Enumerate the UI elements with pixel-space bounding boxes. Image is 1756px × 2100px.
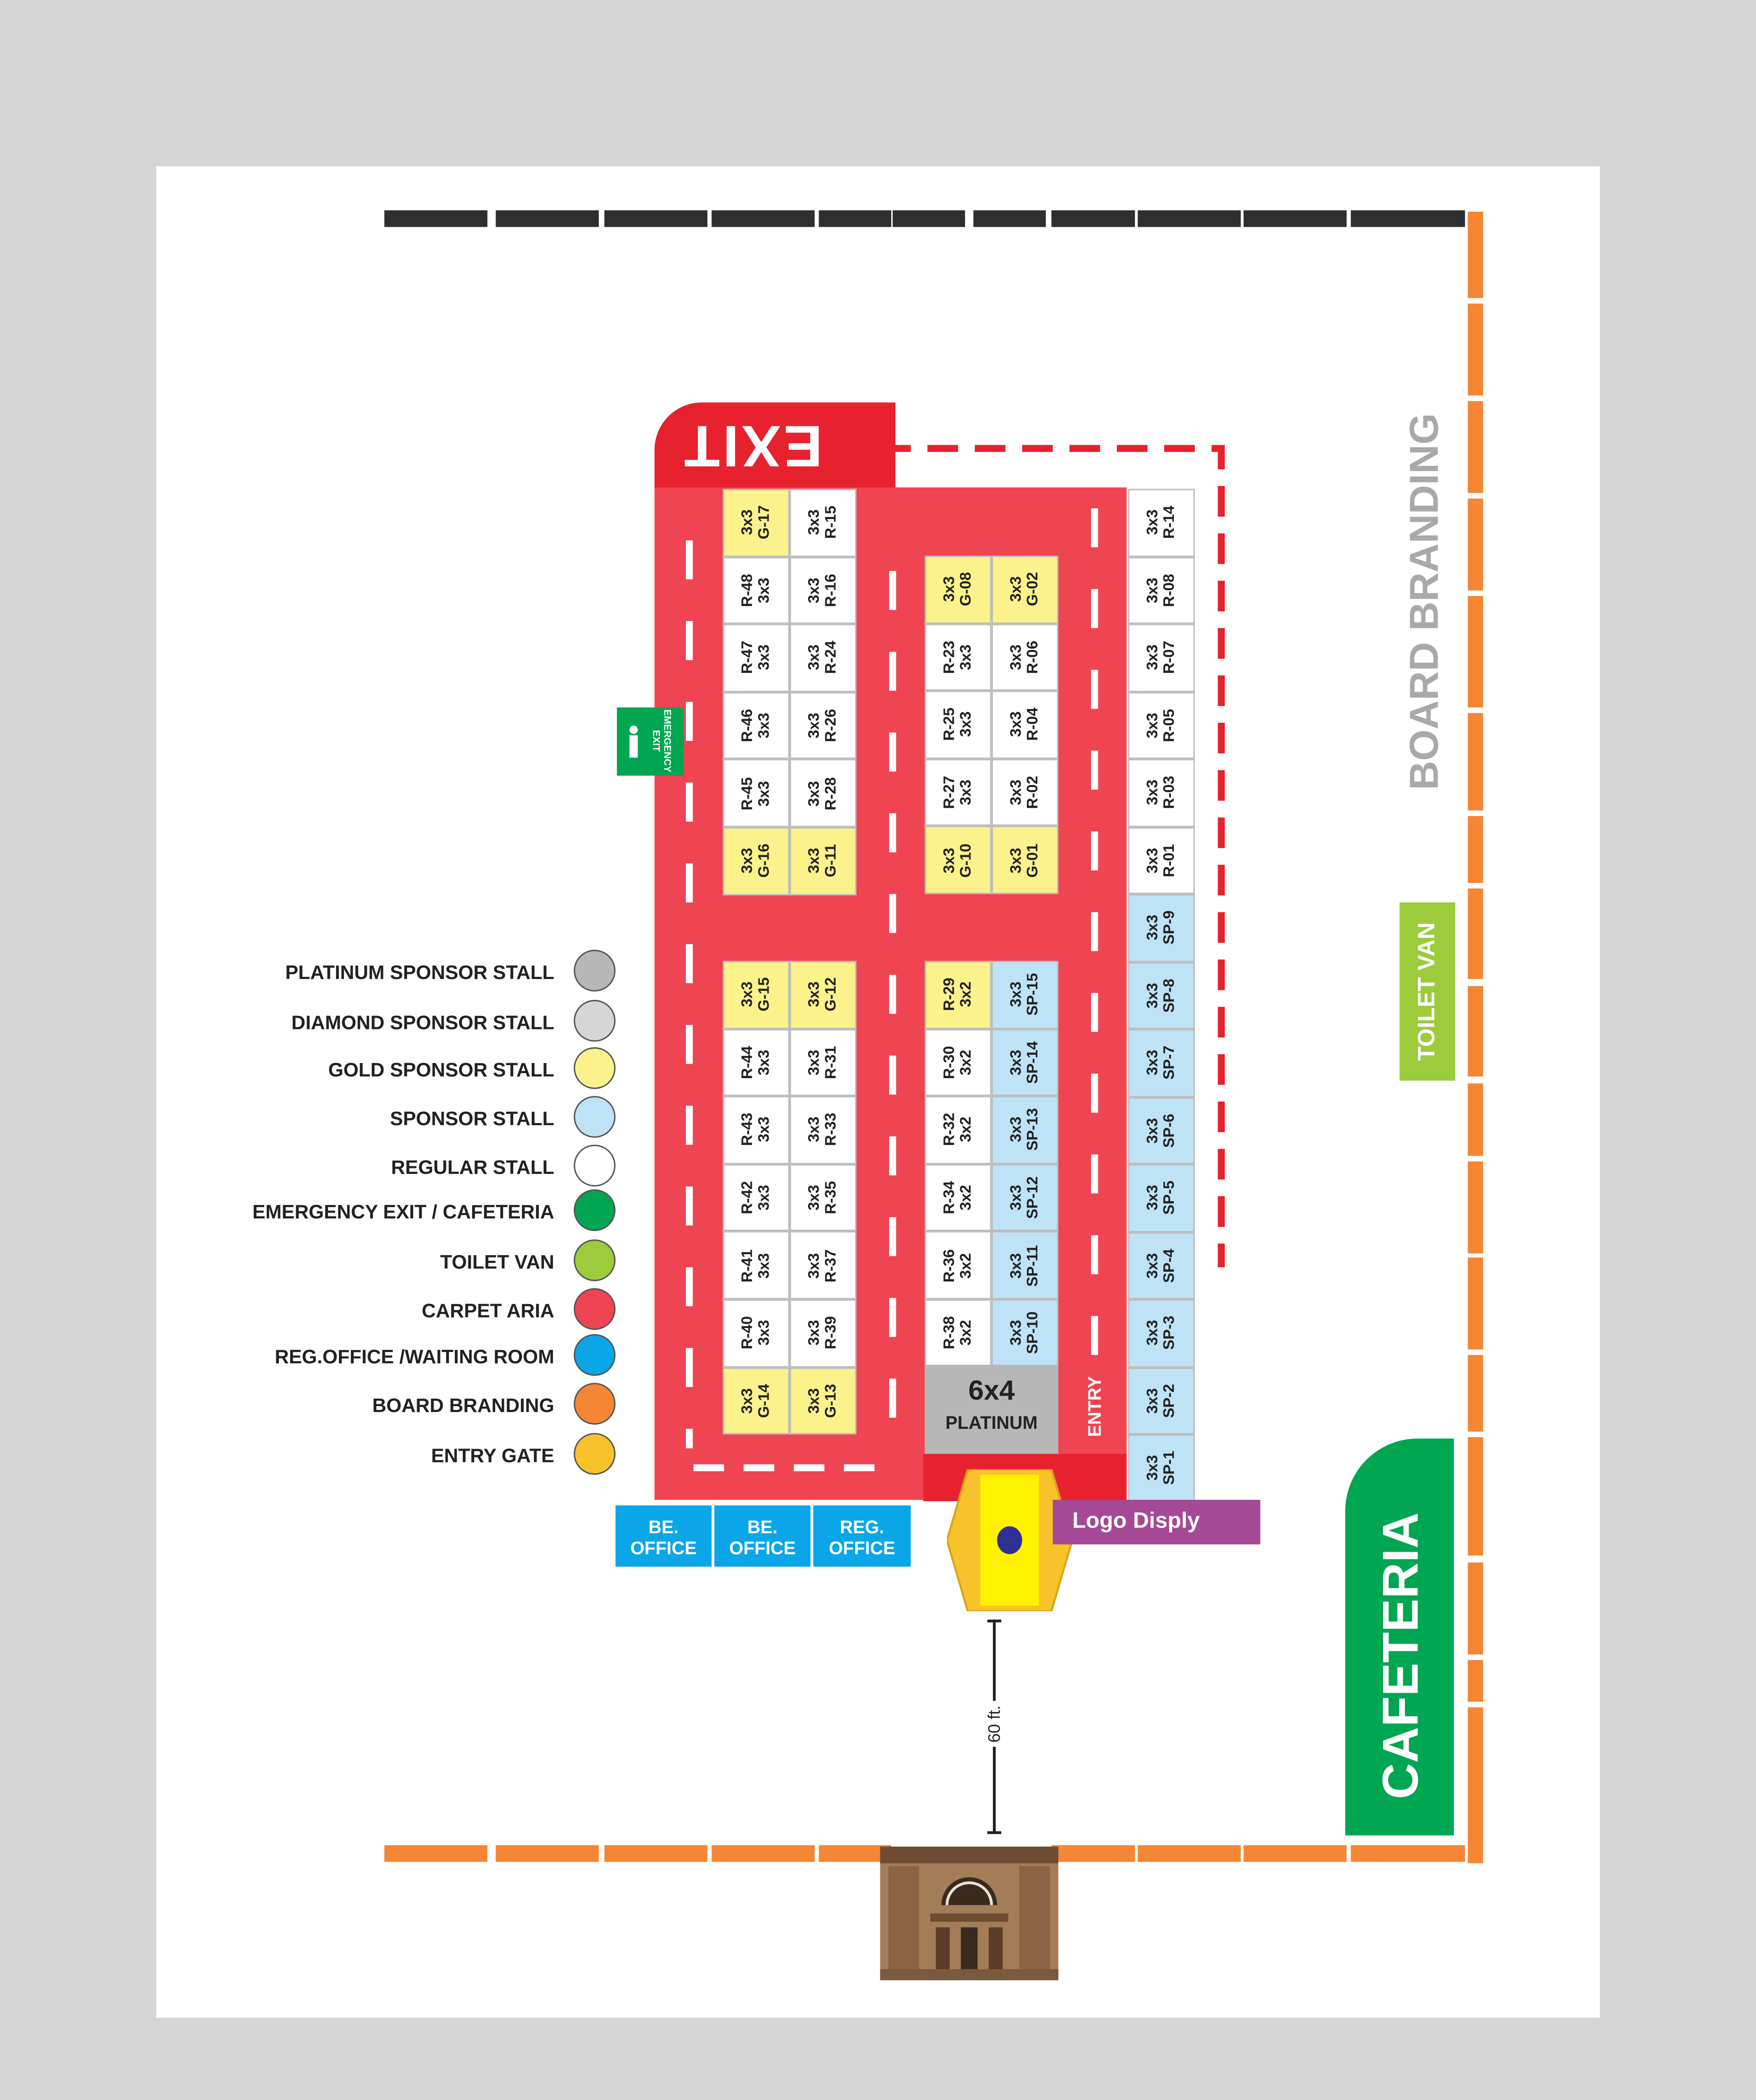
stall-label: 3x3 G-17 <box>739 505 773 540</box>
stall-label: 3x3 R-26 <box>806 709 840 743</box>
stall-r-16[interactable] <box>790 556 856 624</box>
legend-swatch <box>574 950 615 991</box>
stall-label: 3x3 R-04 <box>1008 708 1042 742</box>
stall-g-13[interactable] <box>790 1367 856 1435</box>
stall-label: R-30 3x2 <box>941 1045 975 1079</box>
stall-r-34[interactable] <box>925 1164 992 1231</box>
stall-label: R-43 3x3 <box>739 1113 773 1147</box>
stall-label: 3x3 SP-13 <box>1008 1108 1042 1152</box>
stall-label: 3x3 G-15 <box>739 977 773 1012</box>
platinum-size: 6x4 <box>968 1376 1015 1407</box>
legend-label: GOLD SPONSOR STALL <box>328 1058 554 1081</box>
stall-r-35[interactable] <box>790 1164 856 1231</box>
stall-label: R-47 3x3 <box>739 641 773 675</box>
stall-r-48[interactable] <box>723 556 790 624</box>
stall-r-25[interactable] <box>925 691 992 759</box>
stall-label: 3x3 R-35 <box>806 1181 840 1215</box>
stall-r-47[interactable] <box>723 624 790 692</box>
stall-label: 3x3 R-24 <box>806 641 840 675</box>
stall-label: 3x3 R-16 <box>806 573 840 607</box>
top-wall-segment <box>711 210 814 227</box>
stall-label: R-45 3x3 <box>739 777 773 810</box>
stall-r-03[interactable] <box>1128 759 1195 827</box>
stall-r-39[interactable] <box>790 1299 856 1367</box>
stall-label: 3x3 SP-8 <box>1144 978 1179 1013</box>
stall-label: 3x3 SP-11 <box>1008 1244 1042 1286</box>
stall-label: 3x3 R-33 <box>806 1113 840 1147</box>
stall-label: R-23 3x3 <box>941 640 975 674</box>
top-wall-segment <box>1244 210 1347 227</box>
legend-item <box>209 1145 615 1192</box>
legend-swatch <box>574 1047 615 1089</box>
stall-label: 3x3 R-07 <box>1144 641 1179 675</box>
right-wall-segment <box>1468 1257 1483 1349</box>
stall-label: R-32 3x2 <box>941 1113 975 1147</box>
stall-label: 3x3 G-01 <box>1008 843 1042 877</box>
stall-g-02[interactable] <box>992 556 1058 623</box>
stall-sp-11[interactable] <box>992 1231 1058 1299</box>
legend-label: EMERGENCY EXIT / CAFETERIA <box>252 1200 554 1223</box>
stall-label: R-46 3x3 <box>739 709 773 743</box>
stall-sp-13[interactable] <box>992 1096 1058 1164</box>
stall-label: 3x3 SP-5 <box>1144 1181 1179 1215</box>
stall-sp-7[interactable] <box>1128 1029 1195 1097</box>
stall-label: 3x3 R-15 <box>806 506 840 539</box>
stall-label: R-38 3x2 <box>941 1316 975 1350</box>
bottom-wall-segment <box>384 1845 487 1862</box>
right-wall-segment <box>1468 713 1483 811</box>
bottom-wall-segment <box>1138 1845 1241 1862</box>
bottom-wall-segment <box>604 1845 707 1862</box>
legend-label: DIAMOND SPONSOR STALL <box>291 1011 554 1034</box>
stall-label: 3x3 R-37 <box>806 1249 840 1282</box>
stall-label: R-29 3x2 <box>941 978 975 1011</box>
right-wall-segment <box>1468 1437 1483 1556</box>
legend-item <box>209 1000 615 1047</box>
stall-g-11[interactable] <box>790 827 856 895</box>
right-wall-segment <box>1468 888 1483 979</box>
stall-sp-10[interactable] <box>992 1299 1058 1367</box>
stall-label: 3x3 SP-4 <box>1144 1248 1179 1283</box>
stall-r-24[interactable] <box>790 624 856 692</box>
emergency-exit-text: EMERGENCY EXIT <box>650 709 672 772</box>
stall-sp-12[interactable] <box>992 1164 1058 1231</box>
stall-r-06[interactable] <box>992 623 1058 691</box>
stall-g-10[interactable] <box>925 827 992 894</box>
stall-label: 3x3 SP-9 <box>1144 911 1179 945</box>
legend-swatch <box>574 1334 615 1376</box>
entry-gate-marker <box>997 1526 1022 1554</box>
top-wall-segment <box>1138 210 1241 227</box>
stall-label: 3x3 R-08 <box>1144 573 1179 607</box>
bottom-wall-segment <box>496 1845 598 1862</box>
legend-swatch <box>574 1239 615 1281</box>
bottom-wall-segment <box>1244 1845 1347 1862</box>
stall-g-16[interactable] <box>723 827 790 895</box>
legend-swatch <box>574 1000 615 1042</box>
stall-r-30[interactable] <box>925 1029 992 1096</box>
right-wall-segment <box>1468 304 1483 396</box>
stall-r-33[interactable] <box>790 1096 856 1164</box>
cafeteria-label: CAFETERIA <box>1371 1512 1429 1799</box>
distance-tick-top <box>987 1620 1001 1622</box>
stall-r-40[interactable] <box>723 1299 790 1367</box>
legend-label: REG.OFFICE /WAITING ROOM <box>275 1345 554 1368</box>
legend-item <box>209 1239 615 1287</box>
top-wall-segment <box>974 210 1046 227</box>
stall-label: 3x3 R-05 <box>1144 709 1179 742</box>
right-wall-segment <box>1468 1161 1483 1253</box>
stall-label: 3x3 G-12 <box>806 977 840 1012</box>
stall-r-45[interactable] <box>723 759 790 827</box>
stall-label: 3x3 R-03 <box>1144 776 1179 809</box>
platinum-stall[interactable] <box>925 1365 1058 1454</box>
stall-label: 3x3 SP-3 <box>1144 1316 1179 1350</box>
legend-swatch <box>574 1383 615 1424</box>
stall-label: 3x3 SP-15 <box>1008 973 1042 1016</box>
stall-sp-2[interactable] <box>1128 1367 1195 1434</box>
stall-g-12[interactable] <box>790 961 856 1029</box>
exit-sign-text: EXIT <box>681 413 823 479</box>
stall-label: R-41 3x3 <box>739 1249 773 1282</box>
stall-label: 3x3 G-16 <box>739 844 773 878</box>
stall-r-01[interactable] <box>1128 827 1195 894</box>
stall-r-42[interactable] <box>723 1164 790 1231</box>
exit-sign <box>654 402 895 489</box>
stall-r-07[interactable] <box>1128 624 1195 691</box>
legend-item <box>209 1096 615 1143</box>
top-wall-segment <box>819 210 891 227</box>
right-wall-segment <box>1468 1562 1483 1654</box>
stall-label: 3x3 R-39 <box>806 1316 840 1350</box>
right-wall-segment <box>1468 499 1483 591</box>
stall-r-14[interactable] <box>1128 489 1195 556</box>
distance-tick-bottom <box>987 1831 1001 1834</box>
stall-r-38[interactable] <box>925 1299 992 1367</box>
legend-label: CARPET ARIA <box>422 1299 554 1322</box>
stall-r-28[interactable] <box>790 759 856 827</box>
top-wall-segment <box>496 210 598 227</box>
stall-label: 3x3 G-14 <box>739 1383 773 1418</box>
stall-label: R-36 3x2 <box>941 1249 975 1282</box>
legend-label: REGULAR STALL <box>391 1156 554 1179</box>
stall-label: 3x3 SP-14 <box>1008 1041 1042 1084</box>
legend-label: TOILET VAN <box>440 1250 554 1273</box>
cafeteria <box>1345 1438 1454 1835</box>
board-branding-label: BOARD BRANDING <box>1403 413 1448 790</box>
logo-display-label: Logo Disply <box>1072 1509 1200 1533</box>
top-wall-segment <box>1051 210 1135 227</box>
legend-swatch <box>574 1288 615 1330</box>
stall-label: 3x3 R-02 <box>1008 776 1042 809</box>
stall-label: 3x3 SP-7 <box>1144 1046 1179 1080</box>
stall-label: 3x3 SP-2 <box>1144 1383 1179 1418</box>
stall-sp-5[interactable] <box>1128 1164 1195 1232</box>
logo-display <box>1053 1500 1260 1544</box>
stall-sp-15[interactable] <box>992 961 1058 1029</box>
stall-r-43[interactable] <box>723 1096 790 1164</box>
be-office[interactable]: BE. OFFICE <box>714 1505 811 1567</box>
legend-item <box>209 950 615 997</box>
top-wall-segment <box>892 210 965 227</box>
distance-label: 60 ft. <box>984 1701 1004 1747</box>
stall-r-44[interactable] <box>723 1029 790 1096</box>
stall-label: 3x3 SP-1 <box>1144 1451 1179 1486</box>
platinum-label: PLATINUM <box>945 1412 1038 1433</box>
stall-r-05[interactable] <box>1128 691 1195 759</box>
legend-item <box>209 1047 615 1095</box>
stall-label: 3x3 G-10 <box>941 843 975 877</box>
bottom-wall-segment <box>1051 1845 1135 1862</box>
right-wall-segment <box>1468 986 1483 1077</box>
stall-r-23[interactable] <box>925 623 992 691</box>
stall-sp-6[interactable] <box>1128 1097 1195 1164</box>
toilet-van <box>1399 903 1455 1081</box>
stall-r-27[interactable] <box>925 759 992 826</box>
stall-label: 3x3 R-31 <box>806 1045 840 1079</box>
right-wall-segment <box>1468 212 1483 298</box>
stall-g-14[interactable] <box>723 1367 790 1435</box>
stall-label: R-48 3x3 <box>739 573 773 607</box>
right-wall-segment <box>1468 1355 1483 1431</box>
stall-sp-4[interactable] <box>1128 1232 1195 1299</box>
stall-sp-8[interactable] <box>1128 961 1195 1029</box>
stall-r-02[interactable] <box>992 759 1058 826</box>
stall-r-26[interactable] <box>790 692 856 759</box>
bottom-wall-segment <box>1351 1845 1465 1862</box>
legend-item <box>209 1433 615 1480</box>
legend-swatch <box>574 1189 615 1231</box>
top-wall-segment <box>384 210 487 227</box>
right-wall-segment <box>1468 1660 1483 1701</box>
emergency-exit-sign <box>617 707 684 775</box>
legend-label: BOARD BRANDING <box>372 1394 554 1417</box>
stall-label: R-40 3x3 <box>739 1316 773 1350</box>
stall-g-15[interactable] <box>723 961 790 1029</box>
stall-label: 3x3 G-11 <box>806 844 840 878</box>
legend-label: ENTRY GATE <box>431 1444 554 1467</box>
stall-r-15[interactable] <box>790 489 856 556</box>
stall-label: R-44 3x3 <box>739 1045 773 1079</box>
stall-g-01[interactable] <box>992 827 1058 894</box>
stall-label: R-34 3x2 <box>941 1181 975 1215</box>
stall-label: 3x3 SP-6 <box>1144 1113 1179 1148</box>
right-wall-segment <box>1468 401 1483 493</box>
stall-r-08[interactable] <box>1128 556 1195 624</box>
stall-label: 3x3 G-13 <box>806 1383 840 1418</box>
stall-r-41[interactable] <box>723 1231 790 1299</box>
stall-label: R-42 3x3 <box>739 1181 773 1215</box>
stall-r-31[interactable] <box>790 1029 856 1096</box>
stall-label: 3x3 R-28 <box>806 777 840 810</box>
stall-sp-9[interactable] <box>1128 894 1195 962</box>
legend-item <box>209 1189 615 1237</box>
legend-item <box>209 1288 615 1336</box>
stall-sp-1[interactable] <box>1128 1434 1195 1502</box>
exit-person-icon <box>624 724 643 760</box>
be-office[interactable]: BE. OFFICE <box>616 1505 712 1567</box>
reg-office[interactable]: REG. OFFICE <box>813 1505 911 1567</box>
entrance-gate-structure <box>880 1847 1058 1980</box>
stall-label: 3x3 R-06 <box>1008 640 1042 674</box>
stall-label: R-25 3x3 <box>941 708 975 742</box>
stall-label: 3x3 G-02 <box>1008 572 1042 607</box>
stall-r-04[interactable] <box>992 691 1058 759</box>
stall-label: 3x3 SP-10 <box>1008 1312 1042 1354</box>
legend-swatch <box>574 1145 615 1186</box>
right-wall-segment <box>1468 1084 1483 1156</box>
stall-r-36[interactable] <box>925 1231 992 1299</box>
top-wall-segment <box>604 210 707 227</box>
stall-sp-14[interactable] <box>992 1029 1058 1096</box>
legend-label: SPONSOR STALL <box>390 1107 554 1130</box>
stall-r-29[interactable] <box>925 961 992 1029</box>
stall-sp-3[interactable] <box>1128 1299 1195 1367</box>
legend-item <box>209 1334 615 1381</box>
entry-label: ENTRY <box>1084 1376 1105 1437</box>
right-wall-segment <box>1468 816 1483 883</box>
stall-g-17[interactable] <box>723 489 790 556</box>
right-wall-segment <box>1468 596 1483 707</box>
stall-label: 3x3 SP-12 <box>1008 1176 1042 1219</box>
legend-swatch <box>574 1433 615 1475</box>
legend-swatch <box>574 1096 615 1137</box>
stall-r-46[interactable] <box>723 692 790 759</box>
toilet-van-label: TOILET VAN <box>1413 922 1440 1061</box>
stall-label: 3x3 R-14 <box>1144 506 1179 539</box>
legend-item <box>209 1383 615 1430</box>
stall-r-37[interactable] <box>790 1231 856 1299</box>
stall-label: R-27 3x3 <box>941 776 975 809</box>
legend-label: PLATINUM SPONSOR STALL <box>285 961 554 983</box>
stall-g-08[interactable] <box>925 556 992 623</box>
stall-r-32[interactable] <box>925 1096 992 1164</box>
top-wall-segment <box>1351 210 1465 227</box>
stall-label: 3x3 R-01 <box>1144 843 1179 877</box>
bottom-wall-segment <box>711 1845 814 1862</box>
stall-label: 3x3 G-08 <box>941 572 975 607</box>
right-wall-segment <box>1468 1707 1483 1863</box>
